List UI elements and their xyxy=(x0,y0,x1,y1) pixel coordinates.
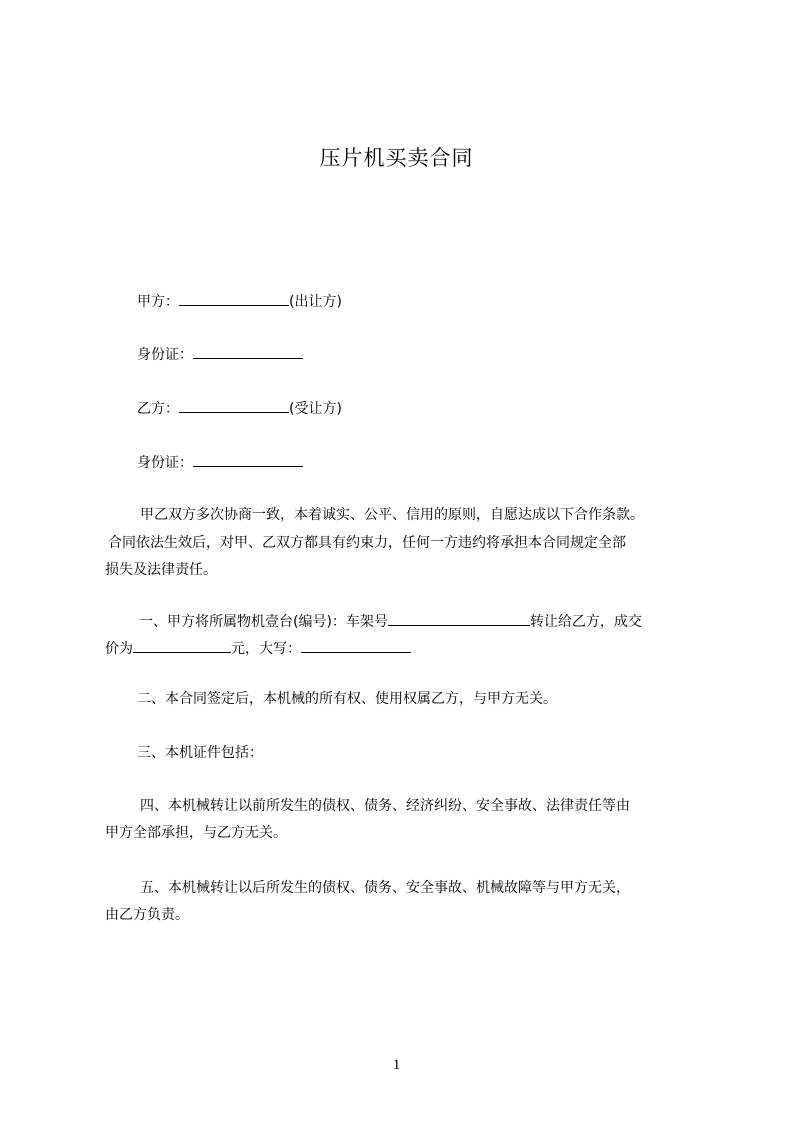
price-blank[interactable] xyxy=(133,638,231,653)
party-b-id-blank[interactable] xyxy=(193,452,303,467)
party-b-label: 乙方： xyxy=(137,401,179,417)
clause-1-part-2: 转让给乙方，成交 xyxy=(529,614,642,630)
party-a-id-blank[interactable] xyxy=(193,344,303,359)
party-b-id-line xyxy=(137,452,303,473)
clause-1-part-1: 一、甲方将所属物机壹台(编号)：车架号 xyxy=(139,614,388,630)
frame-number-blank[interactable] xyxy=(388,611,530,626)
preamble-line-2: 合同依法生效后，对甲、乙双方都具有约束力，任何一方违约将承担本合同规定全部 xyxy=(108,535,626,551)
price-uppercase-blank[interactable] xyxy=(301,638,411,653)
page-number: 1 xyxy=(392,1057,401,1073)
clause-1-line-1 xyxy=(139,611,642,632)
party-a-suffix: (出让方) xyxy=(289,294,342,310)
party-a-blank[interactable] xyxy=(179,291,289,306)
document-title: 压片机买卖合同 xyxy=(319,146,474,170)
preamble-line-1: 甲乙双方多次协商一致，本着诚实、公平、信用的原则，自愿达成以下合作条款。 xyxy=(140,507,644,523)
preamble-line-3: 损失及法律责任。 xyxy=(105,562,217,578)
party-a-label: 甲方： xyxy=(137,294,179,310)
clause-1-part-4: 元，大写： xyxy=(231,641,301,657)
clause-3: 三、本机证件包括： xyxy=(137,745,263,761)
party-a-id-label: 身份证： xyxy=(137,347,193,363)
clause-4-line-2: 甲方全部承担，与乙方无关。 xyxy=(105,825,287,841)
clause-1-part-3: 价为 xyxy=(105,641,133,657)
clause-2: 二、本合同签定后，本机械的所有权、使用权属乙方，与甲方无关。 xyxy=(137,691,557,707)
party-b-suffix: (受让方) xyxy=(289,401,342,417)
party-a-line xyxy=(137,291,342,312)
clause-5-line-2: 由乙方负责。 xyxy=(105,907,189,923)
clause-4-line-1: 四、本机械转让以前所发生的债权、债务、经济纠纷、安全事故、法律责任等由 xyxy=(140,798,630,814)
clause-1-line-2 xyxy=(105,638,411,659)
clause-5-line-1: 五、本机械转让以后所发生的债权、债务、安全事故、机械故障等与甲方无关， xyxy=(140,880,630,896)
party-b-id-label: 身份证： xyxy=(137,455,193,471)
party-b-blank[interactable] xyxy=(179,398,289,413)
party-a-id-line xyxy=(137,344,303,365)
party-b-line xyxy=(137,398,342,419)
